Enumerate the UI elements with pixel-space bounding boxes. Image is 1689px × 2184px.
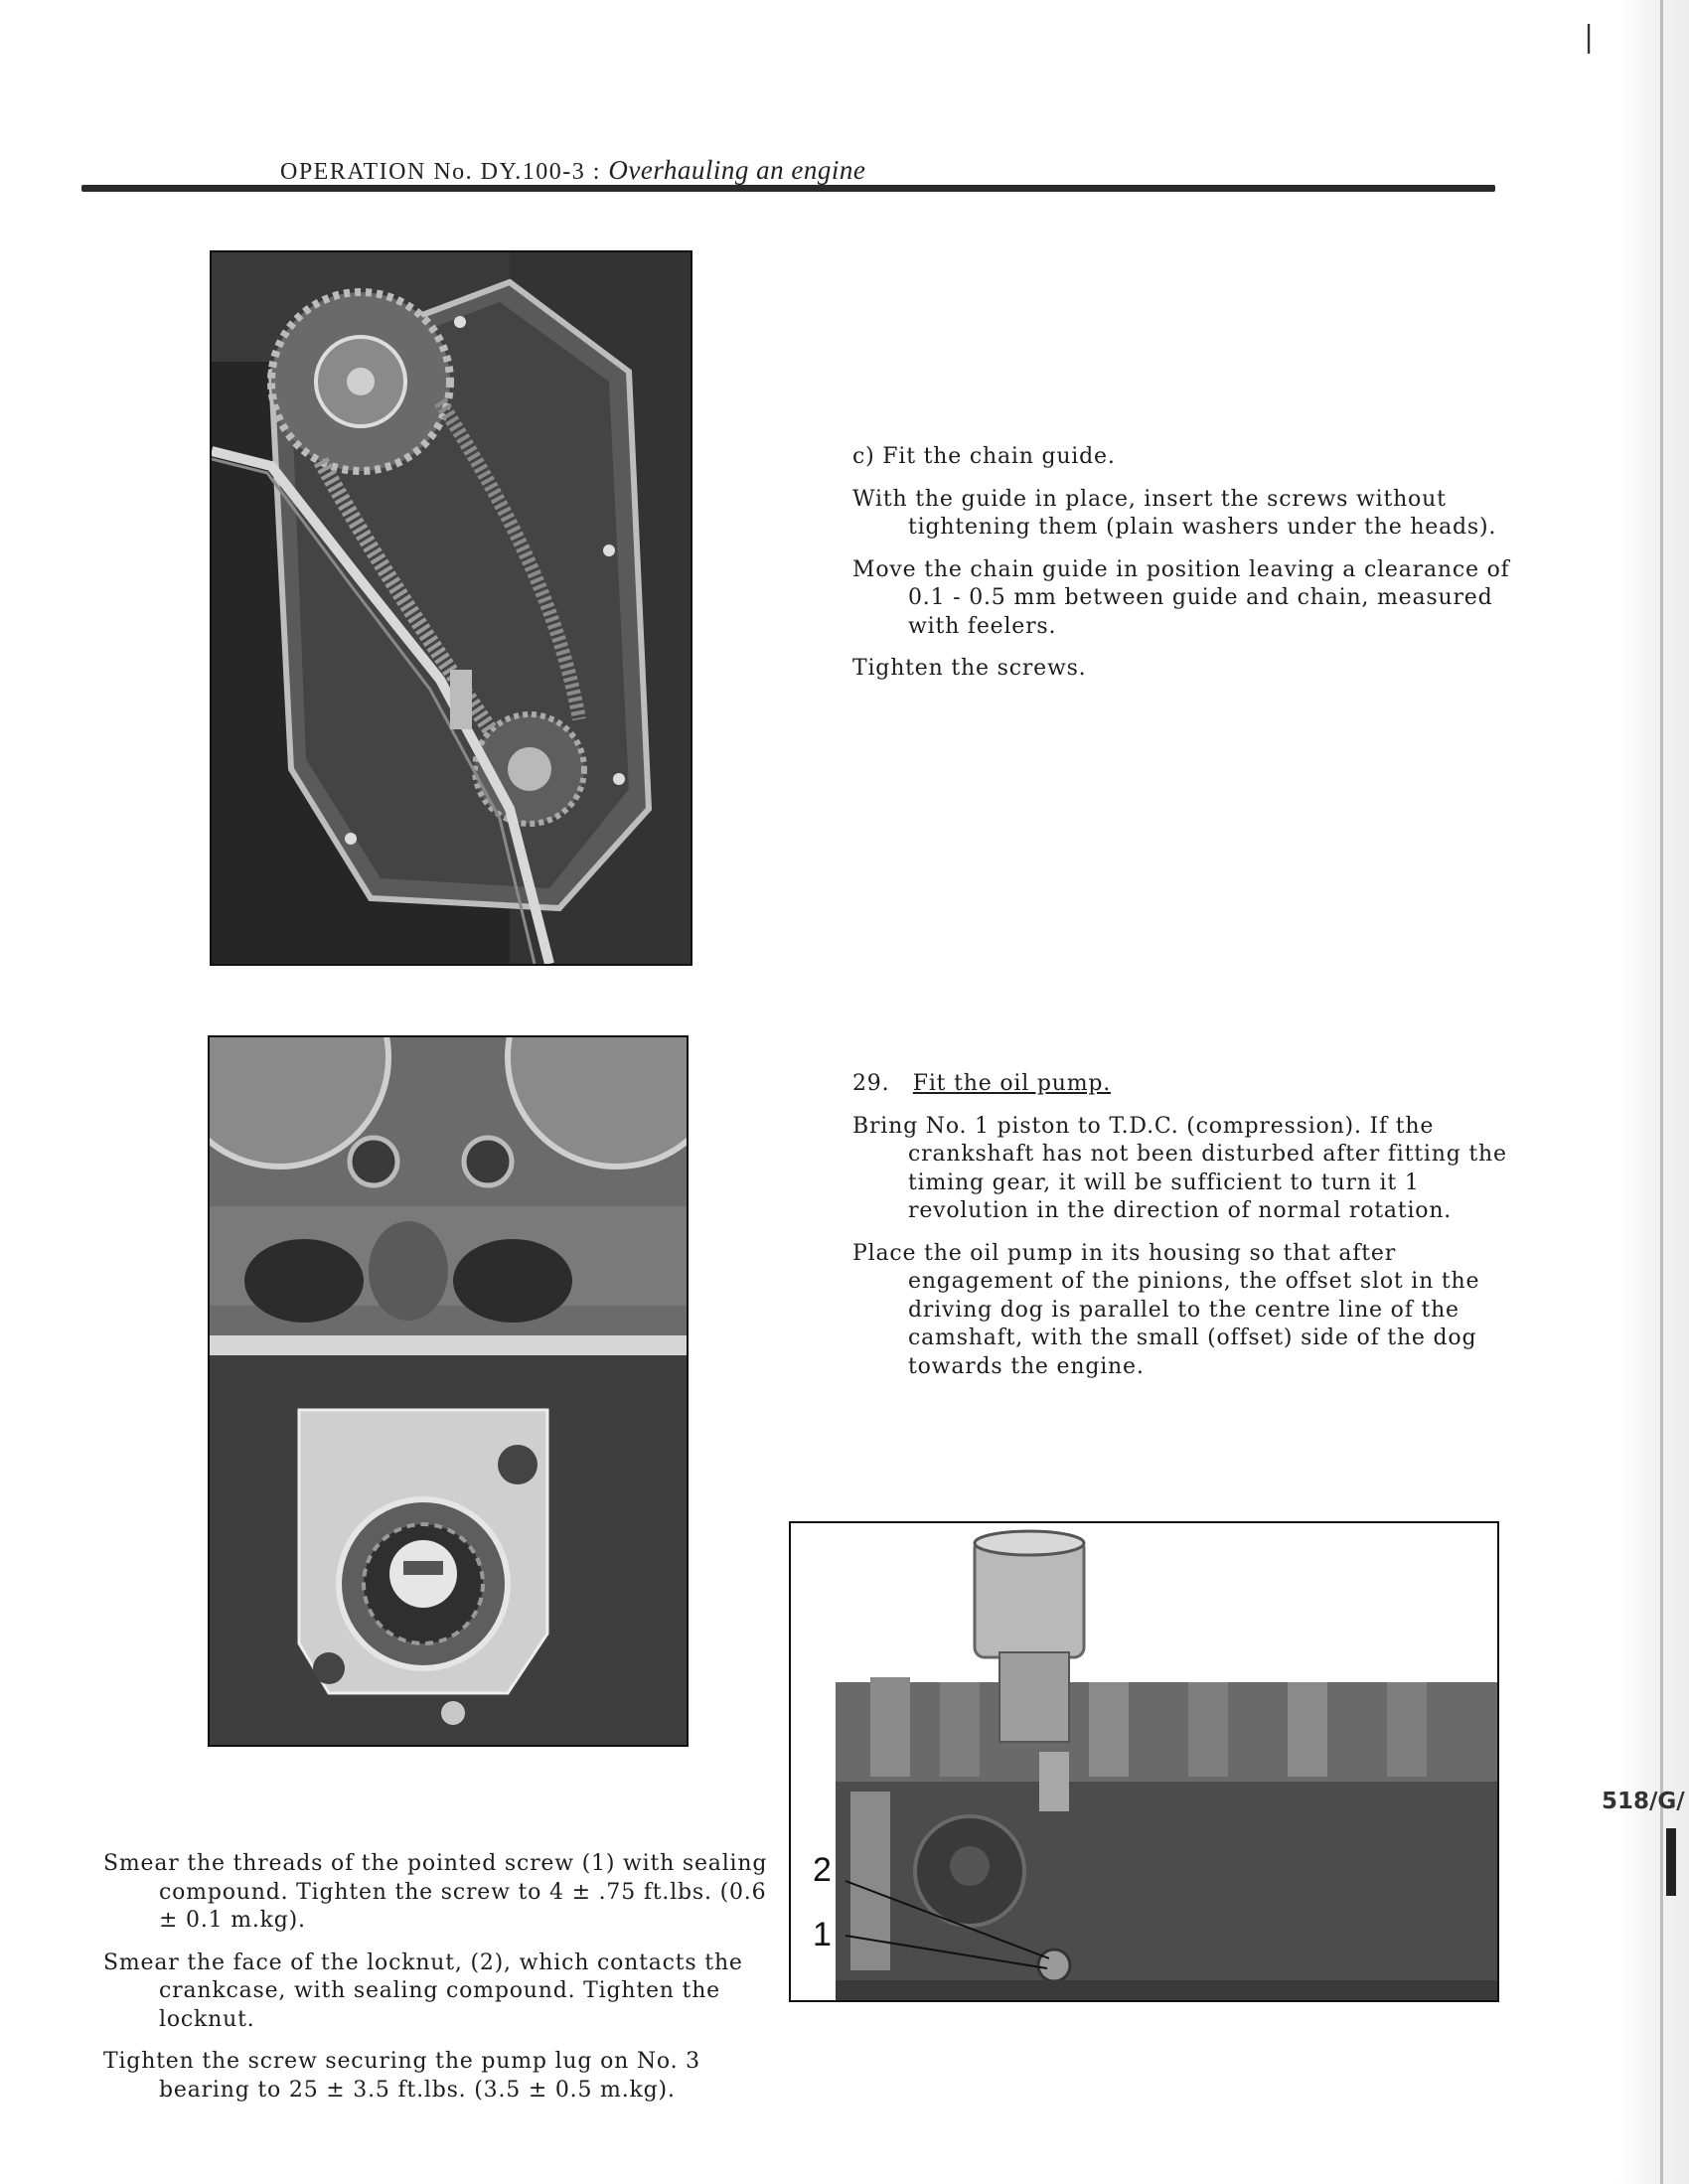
oil-pump-housing-photo bbox=[208, 1035, 689, 1747]
section-29-paragraph-2: Place the oil pump in its housing so that after engagement of the pinions, the offset slot in the driving dog is parallel to the centre line of the camshaft, with the small (offset) side of the dog towards the engine. bbox=[852, 1240, 1480, 1379]
section-29-number: 29. bbox=[852, 1071, 890, 1096]
page-header bbox=[280, 155, 865, 186]
page-code: 518/G/ bbox=[1602, 1789, 1685, 1814]
scan-mark bbox=[1666, 1828, 1676, 1896]
header-rule bbox=[81, 185, 1495, 192]
oil-pump-installed-illustration bbox=[791, 1523, 1497, 2000]
section-29-heading bbox=[852, 1070, 1528, 1099]
margin-mark: | bbox=[1584, 20, 1595, 55]
operation-number: OPERATION No. DY.100-3 : bbox=[280, 159, 601, 185]
section-c-paragraph-1: With the guide in place, insert the screws without tightening them (plain washers under the heads). bbox=[852, 486, 1497, 540]
section-c-paragraph-3: Tighten the screws. bbox=[852, 656, 1087, 681]
section-c-paragraph-2: Move the chain guide in position leaving a clearance of 0.1 - 0.5 mm between guide and chain, measured with feelers. bbox=[852, 556, 1510, 639]
bottom-paragraph-3: Tighten the screw securing the pump lug on No. 3 bearing to 25 ± 3.5 ft.lbs. (3.5 ± 0.5 m.kg). bbox=[103, 2049, 700, 2103]
section-29-title: Fit the oil pump. bbox=[912, 1071, 1112, 1096]
section-29-paragraph-1: Bring No. 1 piston to T.D.C. (compression). If the crankshaft has not been disturbed after fitting the timing gear, it will be sufficient to turn it 1 revolution in the direction of normal rotation. bbox=[852, 1113, 1507, 1223]
page-edge-line bbox=[1660, 0, 1663, 2184]
scan-edge bbox=[1619, 0, 1689, 2184]
oil-pump-housing-illustration bbox=[210, 1037, 687, 1745]
section-29 bbox=[852, 1070, 1528, 1395]
bottom-paragraph-2: Smear the face of the locknut, (2), which contacts the crankcase, with sealing compound. Tighten the locknut. bbox=[103, 1950, 743, 2032]
bottom-instructions bbox=[103, 1850, 779, 2118]
section-c bbox=[852, 443, 1528, 698]
timing-chain-illustration bbox=[212, 252, 691, 964]
bottom-paragraph-1: Smear the threads of the pointed screw (1) with sealing compound. Tighten the screw to 4 ± .75 ft.lbs. (0.6 ± 0.1 m.kg). bbox=[103, 1851, 768, 1933]
oil-pump-installed-photo bbox=[789, 1521, 1499, 2002]
callout-label-1: 1 bbox=[813, 1916, 832, 1953]
callout-label-2: 2 bbox=[813, 1851, 832, 1889]
timing-chain-photo bbox=[210, 250, 692, 966]
section-c-heading: c) Fit the chain guide. bbox=[852, 444, 1116, 469]
page-title: Overhauling an engine bbox=[608, 155, 866, 185]
